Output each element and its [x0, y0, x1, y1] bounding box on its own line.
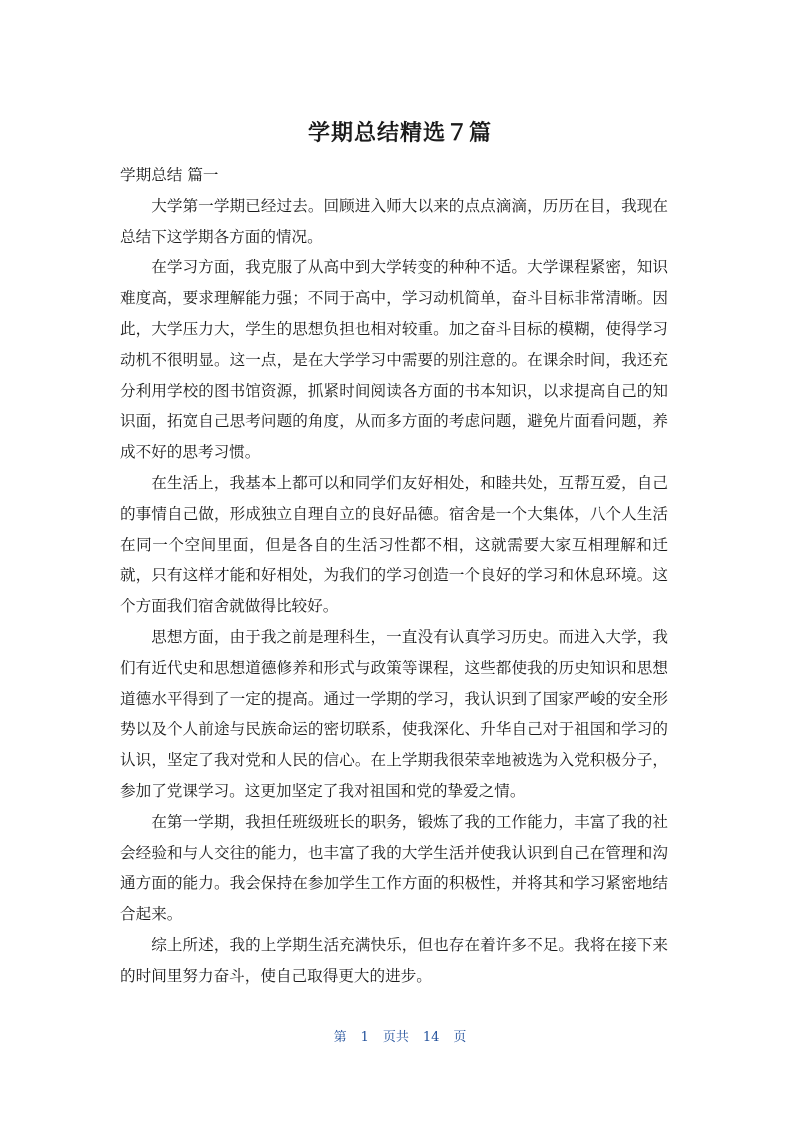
footer-page-number: 1 [360, 1030, 369, 1045]
footer-page-label: 第 [333, 1030, 347, 1045]
page-footer [0, 1028, 800, 1048]
footer-total-pages: 14 [422, 1030, 440, 1045]
document-title: 学期总结精选７篇 [307, 121, 492, 146]
paragraph-thought: 思想方面，由于我之前是理科生，一直没有认真学习历史。而进入大学，我们有近代史和思想道德修养和形式与政策等课程，这些都使我的历史知识和思想道德水平得到了一定的提高。通过一学期的学习，我认识到了国家严峻的安全形势以及个人前途与民族命运的密切联系，使我深化、升华自己对于祖国和学习的认识，坚定了我对党和人民的信心。在上学期我很荣幸地被选为入党积极分子，参加了党课学习。这更加坚定了我对祖国和党的挚爱之情。 [120, 627, 668, 800]
section-heading: 学期总结 篇一 [120, 166, 219, 184]
paragraph-conclusion: 综上所述，我的上学期生活充满快乐，但也存在着许多不足。我将在接下来的时间里努力奋斗，使自己取得更大的进步。 [120, 935, 668, 985]
footer-page-of: 页共 [382, 1030, 409, 1045]
paragraph-life: 在生活上，我基本上都可以和同学们友好相处，和睦共处，互帮互爱，自己的事情自己做，形成独立自理自立的良好品德。宿舍是一个大集体，八个人生活在同一个空间里面，但是各自的生活习性都不相，这就需要大家互相理解和迁就，只有这样才能和好相处，为我们的学习创造一个良好的学习和休息环境。这个方面我们宿舍就做得比较好。 [120, 473, 668, 616]
paragraph-study: 在学习方面，我克服了从高中到大学转变的种种不适。大学课程紧密，知识难度高，要求理解能力强；不同于高中，学习动机简单，奋斗目标非常清晰。因此，大学压力大，学生的思想负担也相对较重。加之奋斗目标的模糊，使得学习动机不很明显。这一点，是在大学学习中需要的别注意的。在课余时间，我还充分利用学校的图书馆资源，抓紧时间阅读各方面的书本知识，以求提高自己的知识面，拓宽自己思考问题的角度，从而多方面的考虑问题，避免片面看问题，养成不好的思考习惯。 [120, 258, 668, 462]
footer-page-suffix: 页 [453, 1030, 467, 1045]
document-body [120, 160, 668, 992]
paragraph-work: 在第一学期，我担任班级班长的职务，锻炼了我的工作能力，丰富了我的社会经验和与人交往的能力，也丰富了我的大学生活并使我认识到自己在管理和沟通方面的能力。我会保持在参加学生工作方面的积极性，并将其和学习紧密地结合起来。 [120, 812, 668, 924]
paragraph-intro: 大学第一学期已经过去。回顾进入师大以来的点点滴滴，历历在目，我现在总结下这学期各方面的情况。 [120, 196, 668, 246]
